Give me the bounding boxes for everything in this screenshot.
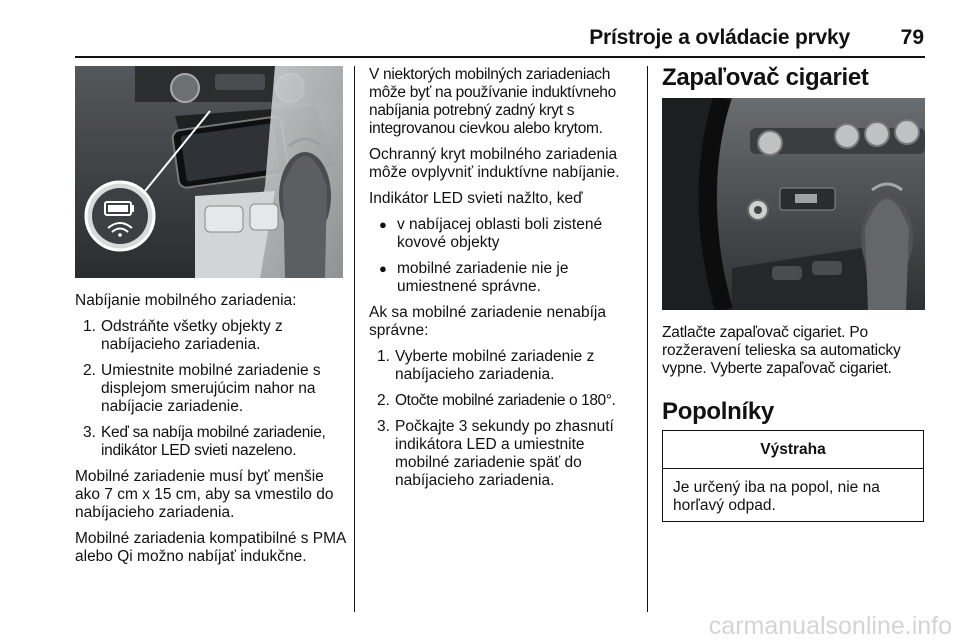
list-item: 3. Keď sa nabíja mobilné zariadenie, indikátor LED svieti nazeleno. xyxy=(83,424,326,459)
caption-charging: Nabíjanie mobilného zariadenia: xyxy=(75,292,297,309)
paragraph-compatibility: Mobilné zariadenia kompatibilné s PMA alebo Qi možno nabíjať indukčne. xyxy=(75,530,346,565)
lighter-socket-icon xyxy=(748,200,768,220)
list-item: 2. Otočte mobilné zariadenie o 180°. xyxy=(377,392,616,409)
paragraph-lighter: Zatlačte zapaľovač cigariet. Po rozžeravení telieska sa automaticky vypne. Vyberte zapaľovač cigariet. xyxy=(662,324,901,377)
running-header-title: Prístroje a ovládacie prvky xyxy=(589,26,850,49)
paragraph-device-size: Mobilné zariadenie musí byť menšie ako 7 cm x 15 cm, aby sa vmestilo do nabíjacieho zariadenia. xyxy=(75,468,334,521)
column-2 xyxy=(369,66,641,498)
column-divider-1 xyxy=(354,66,355,612)
header-rule xyxy=(75,56,925,58)
column-divider-2 xyxy=(647,66,648,612)
list-item: 1. Vyberte mobilné zariadenie z nabíjacieho zariadenia. xyxy=(377,348,595,383)
column-1 xyxy=(75,292,347,574)
page-number: 79 xyxy=(900,26,924,49)
warning-box xyxy=(662,430,924,522)
paragraph-led-intro: Indikátor LED svieti nažlto, keď xyxy=(369,190,583,207)
warning-text: Je určený iba na popol, nie na horľavý odpad. xyxy=(673,479,880,514)
heading-cigarette-lighter: Zapaľovač cigariet xyxy=(662,64,869,91)
cigarette-lighter-photo xyxy=(662,98,925,310)
warning-title: Výstraha xyxy=(663,431,923,469)
column-3-text xyxy=(662,324,924,386)
charging-steps xyxy=(75,318,347,460)
troubleshoot-steps xyxy=(369,348,641,490)
paragraph-back-cover: V niektorých mobilných zariadeniach môže byť na používanie induktívneho nabíjania potrebný zadný kryt s integrovanou cievkou alebo krytom. xyxy=(369,66,616,137)
list-item: 1. Odstráňte všetky objekty z nabíjacieho zariadenia. xyxy=(83,318,283,353)
watermark: carmanualsonline.info xyxy=(708,612,952,640)
paragraph-protective-cover: Ochranný kryt mobilného zariadenia môže ovplyvniť induktívne nabíjanie. xyxy=(369,146,620,181)
list-item: ● v nabíjacej oblasti boli zistené kovové objekty xyxy=(379,216,603,251)
list-item: 3. Počkajte 3 sekundy po zhasnutí indikátora LED a umiestnite mobilné zariadenie späť do nabíjacieho zariadenia. xyxy=(377,418,614,489)
led-conditions-list xyxy=(369,216,641,296)
list-item: 2. Umiestnite mobilné zariadenie s displejom smerujúcim nahor na nabíjacie zariadenie. xyxy=(83,362,321,415)
paragraph-not-charging: Ak sa mobilné zariadenie nenabíja správne: xyxy=(369,304,606,339)
heading-ashtrays: Popolníky xyxy=(662,398,774,425)
wireless-charging-photo xyxy=(75,66,343,278)
list-item: ● mobilné zariadenie nie je umiestnené správne. xyxy=(379,260,569,295)
